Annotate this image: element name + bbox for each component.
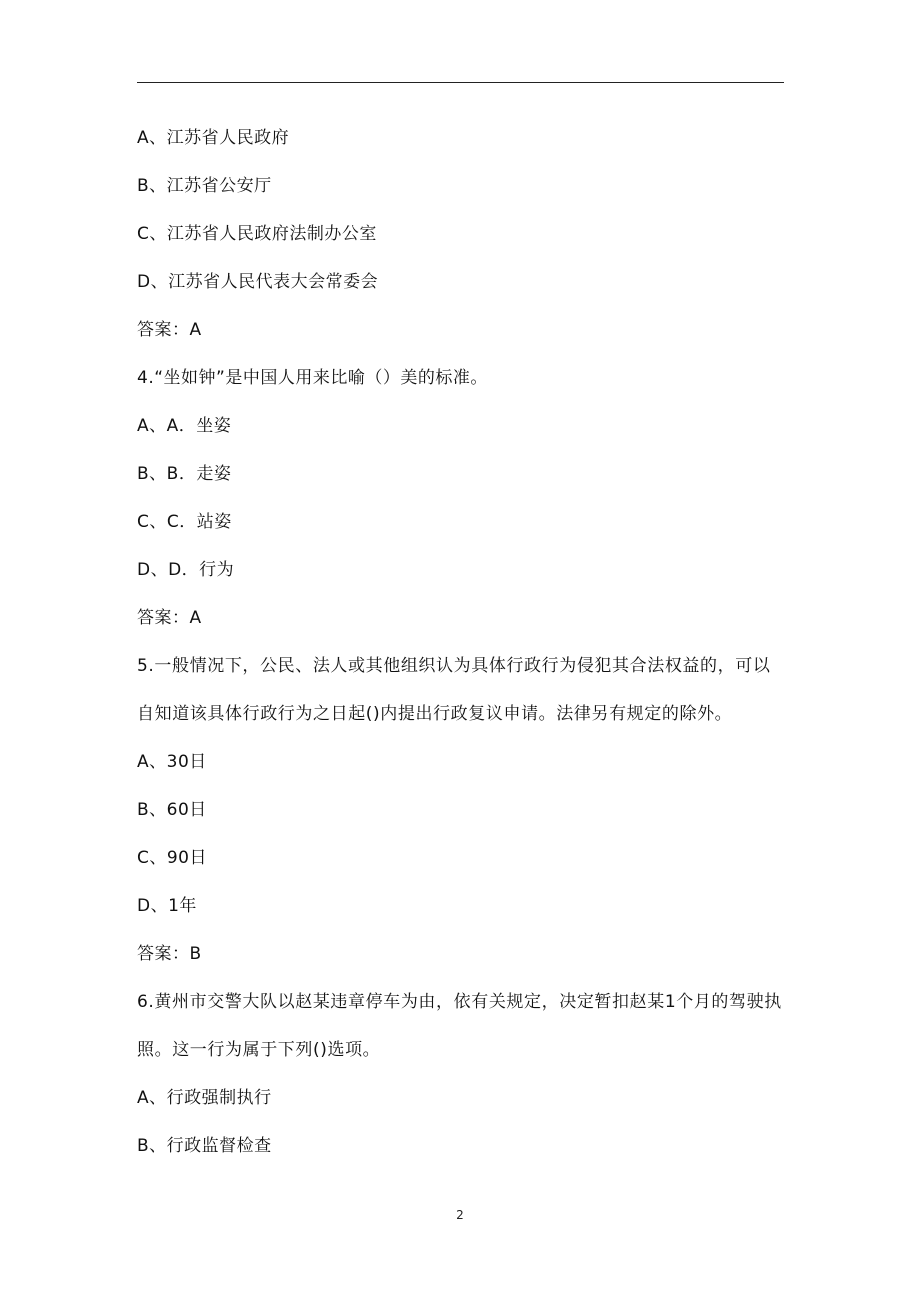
option-b: B、60日 <box>137 800 207 820</box>
option-a: A、30日 <box>137 752 207 772</box>
answer: 答案：B <box>137 944 202 964</box>
option-c: C、C．站姿 <box>137 512 232 532</box>
header-rule <box>137 82 784 83</box>
page-number: 2 <box>456 1208 464 1222</box>
question-4: 4.“坐如钟”是中国人用来比喻（）美的标准。 <box>137 368 488 388</box>
option-d: D、D．行为 <box>137 560 235 580</box>
option-d: D、1年 <box>137 896 197 916</box>
option-d: D、江苏省人民代表大会常委会 <box>137 272 379 292</box>
option-a: A、行政强制执行 <box>137 1088 272 1108</box>
option-a: A、A．坐姿 <box>137 416 232 436</box>
option-b: B、江苏省公安厅 <box>137 176 272 196</box>
option-b: B、行政监督检查 <box>137 1136 272 1156</box>
option-a: A、江苏省人民政府 <box>137 128 290 148</box>
option-c: C、江苏省人民政府法制办公室 <box>137 224 377 244</box>
answer: 答案：A <box>137 608 202 628</box>
option-b: B、B．走姿 <box>137 464 232 484</box>
question-5: 5.一般情况下，公民、法人或其他组织认为具体行政行为侵犯其合法权益的，可以自知道该具体行政行为之日起()内提出行政复议申请。法律另有规定的除外。 <box>137 656 771 724</box>
document-body <box>137 114 787 1170</box>
question-6: 6.黄州市交警大队以赵某违章停车为由，依有关规定，决定暂扣赵某1个月的驾驶执照。这一行为属于下列()选项。 <box>137 992 782 1060</box>
option-c: C、90日 <box>137 848 208 868</box>
answer: 答案：A <box>137 320 202 340</box>
